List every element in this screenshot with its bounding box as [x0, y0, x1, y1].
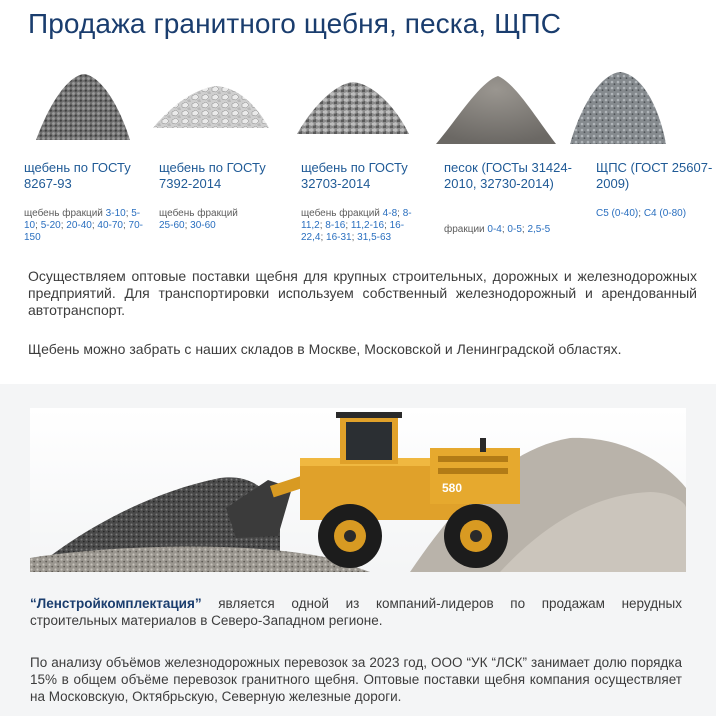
fraction-link[interactable]: 11,2-16	[350, 220, 385, 231]
product-card-gost-8267[interactable]	[24, 62, 154, 243]
fractions-list: щебень фракций 25-60; 30-60	[159, 208, 238, 231]
fractions-label: фракции	[444, 224, 485, 235]
fraction-link[interactable]: 40-70	[97, 220, 123, 231]
product-card-gost-32703[interactable]	[301, 62, 431, 243]
fraction-link[interactable]: 31,5-63	[357, 232, 392, 243]
fraction-link[interactable]: 0-5	[507, 224, 522, 235]
fractions-list: фракции 0-4; 0-5; 2,5-5	[444, 224, 551, 235]
product-link[interactable]: песок (ГОСТы 31424-2010, 32730-2014)	[444, 160, 572, 191]
fraction-link[interactable]: 5-10	[24, 208, 141, 231]
fraction-link[interactable]: 70-150	[24, 220, 143, 243]
page-title: Продажа гранитного щебня, песка, ЩПС	[28, 8, 562, 39]
gravel-pile-image	[151, 62, 271, 152]
fraction-link[interactable]: 5-20	[40, 220, 61, 231]
gravel-pile-image	[32, 62, 132, 152]
fraction-link[interactable]: 2,5-5	[527, 224, 551, 235]
product-card-shps[interactable]	[596, 62, 716, 219]
fraction-link[interactable]: 16-22,4	[301, 220, 405, 243]
loader-model-badge: 580	[442, 481, 463, 495]
fractions-label: щебень фракций	[24, 208, 103, 219]
gravel-pile-image	[295, 62, 411, 152]
fractions-label: щебень фракций	[159, 208, 238, 219]
product-link[interactable]: щебень по ГОСТу 8267-93	[24, 160, 131, 191]
product-link[interactable]: ЩПС (ГОСТ 25607-2009)	[596, 160, 713, 191]
fractions-list: щебень фракций 4-8; 8-11,2; 8-16; 11,2-16; 16-22,4; 16-31; 31,5-63	[301, 208, 412, 243]
company-paragraph	[30, 595, 682, 629]
fraction-link[interactable]: 8-16	[325, 220, 346, 231]
market-share-paragraph: По анализу объёмов железнодорожных перевозок за 2023 год, ООО “УК “ЛСК” занимает долю порядка 15% в общем объёме перевозок гранитного щебня. Оптовые поставки щебня компания осуществляет на Московскую, Октябрьскую, Северную железные дороги.	[30, 655, 682, 704]
sand-pile-image	[432, 62, 558, 152]
fraction-link[interactable]: 30-60	[190, 220, 216, 231]
fraction-link[interactable]: С5 (0-40)	[596, 208, 639, 219]
fractions-label: щебень фракций	[301, 208, 380, 219]
fraction-link[interactable]: С4 (0-80)	[643, 208, 687, 219]
product-link[interactable]: щебень по ГОСТу 7392-2014	[159, 160, 266, 191]
fraction-link[interactable]: 3-10	[105, 208, 126, 219]
product-card-gost-7392[interactable]	[159, 62, 289, 231]
company-paragraph-text: является одной из компаний-лидеров по продажам нерудных строительных материалов в Северо-Западном регионе.	[30, 596, 682, 628]
product-card-sand[interactable]	[444, 62, 574, 235]
fractions-list: щебень фракций 3-10; 5-10; 5-20; 20-40; 40-70; 70-150	[24, 208, 143, 243]
product-link[interactable]: щебень по ГОСТу 32703-2014	[301, 160, 408, 191]
fractions-list: С5 (0-40); С4 (0-80)	[596, 208, 687, 219]
wheel-loader-image	[30, 408, 686, 572]
pickup-paragraph: Щебень можно забрать с наших складов в Москве, Московской и Ленинградской областях.	[28, 341, 622, 357]
fraction-link[interactable]: 8-11,2	[301, 208, 412, 231]
fraction-link[interactable]: 4-8	[382, 208, 398, 219]
fraction-link[interactable]: 20-40	[66, 220, 92, 231]
fraction-link[interactable]: 25-60	[159, 220, 185, 231]
intro-paragraph: Осуществляем оптовые поставки щебня для крупных строительных, дорожных и железнодорожных предприятий. Для транспортировки используем собственный железнодорожный и арендованный автотранспорт.	[28, 268, 697, 318]
gravel-sand-mix-image	[568, 62, 668, 152]
company-name: “Ленстройкомплектация”	[30, 596, 202, 611]
fraction-link[interactable]: 0-4	[487, 224, 502, 235]
fraction-link[interactable]: 16-31	[326, 232, 352, 243]
